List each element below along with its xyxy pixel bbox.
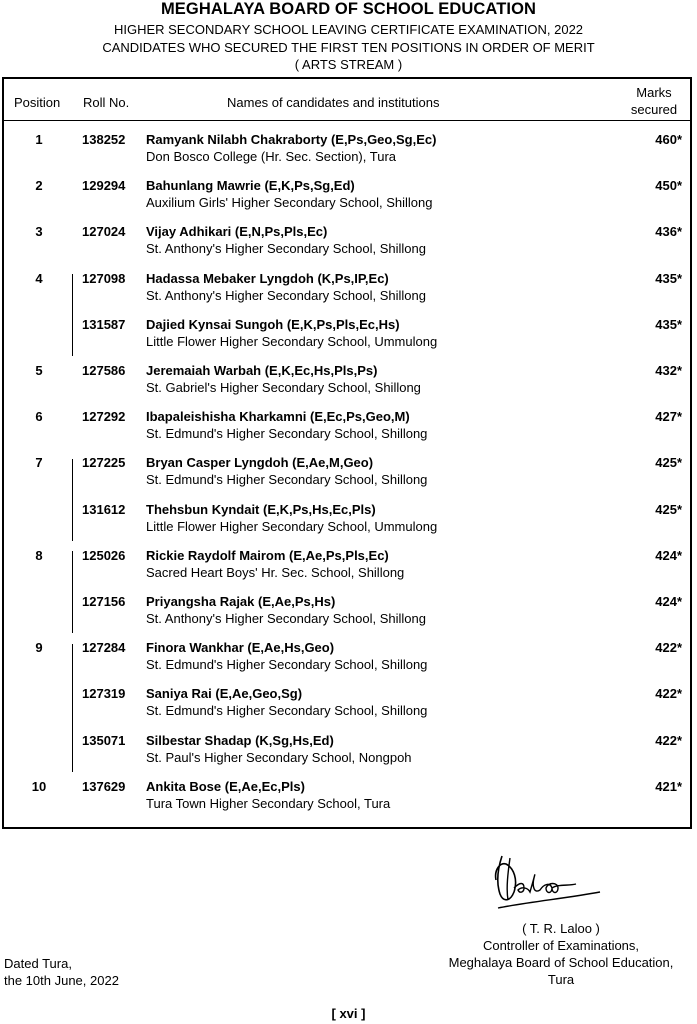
- table-row: [4, 548, 690, 588]
- roll-number-cell: 138252: [82, 132, 126, 147]
- institution-name: Don Bosco College (Hr. Sec. Section), Tura: [146, 149, 397, 164]
- marks-cell: 422*: [655, 732, 682, 748]
- candidate-name: Thehsbun Kyndait (E,K,Ps,Hs,Ec,Pls): [146, 501, 376, 517]
- column-header-marks-line2: secured: [630, 102, 678, 117]
- roll-number-cell: 131587: [82, 316, 126, 332]
- signatory-block: [430, 920, 692, 988]
- marks-cell: 425*: [655, 501, 682, 517]
- roll-number-cell: 125026: [82, 547, 126, 563]
- institution-name: St. Edmund's Higher Secondary School, Shillong: [146, 472, 428, 488]
- candidate-name: Priyangsha Rajak (E,Ae,Ps,Hs): [146, 594, 336, 609]
- marks-cell: 425*: [655, 455, 682, 471]
- marks-cell: 422*: [655, 640, 682, 656]
- table-row: [4, 178, 690, 218]
- candidate-name: Silbestar Shadap (K,Sg,Hs,Ed): [146, 732, 334, 748]
- dated-place: Dated Tura,: [4, 956, 72, 971]
- roll-number-cell: 129294: [82, 178, 126, 194]
- roll-number-cell: 127586: [82, 363, 126, 378]
- marks-cell: 432*: [655, 363, 682, 378]
- table-row: [4, 686, 690, 726]
- table-row: [4, 733, 690, 773]
- board-title: MEGHALAYA BOARD OF SCHOOL EDUCATION: [160, 0, 537, 18]
- signatory-name: ( T. R. Laloo ): [522, 921, 600, 936]
- table-row: [4, 502, 690, 542]
- table-row: [4, 271, 690, 311]
- candidate-name: Bryan Casper Lyngdoh (E,Ae,M,Geo): [146, 455, 374, 471]
- roll-number-cell: 135071: [82, 732, 126, 748]
- position-cell: 7: [35, 455, 43, 471]
- position-cell: 8: [35, 547, 43, 563]
- table-row: [4, 640, 690, 680]
- institution-name: Tura Town Higher Secondary School, Tura: [146, 795, 391, 811]
- roll-number-cell: 127156: [82, 594, 126, 609]
- roll-number-cell: 137629: [82, 778, 126, 794]
- roll-number-cell: 127284: [82, 640, 126, 656]
- institution-name: St. Paul's Higher Secondary School, Nongpoh: [146, 749, 412, 765]
- institution-name: Little Flower Higher Secondary School, Ummulong: [146, 333, 438, 349]
- institution-name: St. Anthony's Higher Secondary School, Shillong: [146, 241, 426, 257]
- position-cell: 3: [35, 224, 43, 240]
- institution-name: St. Edmund's Higher Secondary School, Shillong: [146, 657, 428, 673]
- candidate-name: Bahunlang Mawrie (E,K,Ps,Sg,Ed): [146, 178, 355, 194]
- candidate-name: Vijay Adhikari (E,N,Ps,Pls,Ec): [146, 224, 328, 240]
- table-row: [4, 317, 690, 357]
- table-row: [4, 132, 690, 172]
- date-block: [4, 955, 119, 989]
- institution-name: St. Edmund's Higher Secondary School, Shillong: [146, 703, 428, 719]
- marks-cell: 450*: [655, 178, 682, 194]
- signatory-place: Tura: [547, 972, 575, 987]
- institution-name: Sacred Heart Boys' Hr. Sec. School, Shillong: [146, 564, 405, 580]
- column-header-position: Position: [14, 95, 61, 110]
- position-cell: 4: [35, 270, 43, 286]
- marks-cell: 460*: [655, 132, 682, 147]
- signature-image: [488, 848, 603, 925]
- marks-cell: 422*: [655, 686, 682, 702]
- marks-cell: 424*: [655, 547, 682, 563]
- page-number: [ xvi ]: [331, 1006, 366, 1021]
- candidate-name: Dajied Kynsai Sungoh (E,K,Ps,Pls,Ec,Hs): [146, 316, 400, 332]
- position-cell: 2: [35, 178, 43, 194]
- roll-number-cell: 131612: [82, 501, 126, 517]
- roll-number-cell: 127024: [82, 224, 126, 240]
- candidate-name: Ankita Bose (E,Ae,Ec,Pls): [146, 778, 305, 794]
- exam-title: HIGHER SECONDARY SCHOOL LEAVING CERTIFICATE EXAMINATION, 2022: [113, 22, 584, 37]
- signatory-designation: Controller of Examinations,: [482, 938, 640, 953]
- candidate-name: Rickie Raydolf Mairom (E,Ae,Ps,Pls,Ec): [146, 547, 389, 563]
- table-row: [4, 594, 690, 634]
- candidate-name: Finora Wankhar (E,Ae,Hs,Geo): [146, 640, 335, 656]
- candidate-name: Ibapaleishisha Kharkamni (E,Ec,Ps,Geo,M): [146, 409, 410, 425]
- marks-cell: 427*: [655, 409, 682, 425]
- position-cell: 5: [35, 363, 43, 378]
- institution-name: St. Anthony's Higher Secondary School, Shillong: [146, 287, 426, 303]
- candidate-name: Jeremaiah Warbah (E,K,Ec,Hs,Pls,Ps): [146, 363, 378, 378]
- stream-label: ( ARTS STREAM ): [294, 57, 403, 72]
- institution-name: Auxilium Girls' Higher Secondary School, Shillong: [146, 195, 433, 211]
- roll-number-cell: 127292: [82, 409, 126, 425]
- candidate-name: Saniya Rai (E,Ae,Geo,Sg): [146, 686, 303, 702]
- column-header-marks: [624, 84, 684, 118]
- roll-number-cell: 127319: [82, 686, 126, 702]
- table-row: [4, 224, 690, 264]
- candidate-name: Ramyank Nilabh Chakraborty (E,Ps,Geo,Sg,Ec): [146, 132, 437, 147]
- column-header-marks-line1: Marks: [636, 85, 672, 100]
- marks-cell: 436*: [655, 224, 682, 240]
- marks-cell: 424*: [655, 594, 682, 609]
- position-cell: 10: [31, 778, 47, 794]
- table-row: [4, 455, 690, 495]
- list-description: CANDIDATES WHO SECURED THE FIRST TEN POSITIONS IN ORDER OF MERIT: [102, 40, 595, 55]
- position-cell: 6: [35, 409, 43, 425]
- roll-number-cell: 127098: [82, 270, 126, 286]
- table-row: [4, 409, 690, 449]
- marks-cell: 435*: [655, 270, 682, 286]
- merit-table: [2, 77, 692, 829]
- column-header-names: Names of candidates and institutions: [227, 95, 440, 110]
- institution-name: St. Anthony's Higher Secondary School, Shillong: [146, 611, 426, 626]
- marks-cell: 421*: [655, 778, 682, 794]
- position-cell: 9: [35, 640, 43, 656]
- position-cell: 1: [35, 132, 43, 147]
- table-row: [4, 363, 690, 403]
- institution-name: Little Flower Higher Secondary School, Ummulong: [146, 518, 438, 534]
- roll-number-cell: 127225: [82, 455, 126, 471]
- signatory-board: Meghalaya Board of School Education,: [448, 955, 674, 970]
- table-header: [4, 79, 690, 121]
- candidate-name: Hadassa Mebaker Lyngdoh (K,Ps,IP,Ec): [146, 270, 389, 286]
- institution-name: St. Edmund's Higher Secondary School, Shillong: [146, 426, 428, 442]
- column-header-roll: Roll No.: [83, 95, 130, 110]
- marks-cell: 435*: [655, 316, 682, 332]
- dated-date: the 10th June, 2022: [4, 973, 119, 988]
- institution-name: St. Gabriel's Higher Secondary School, Shillong: [146, 380, 421, 395]
- table-row: [4, 779, 690, 819]
